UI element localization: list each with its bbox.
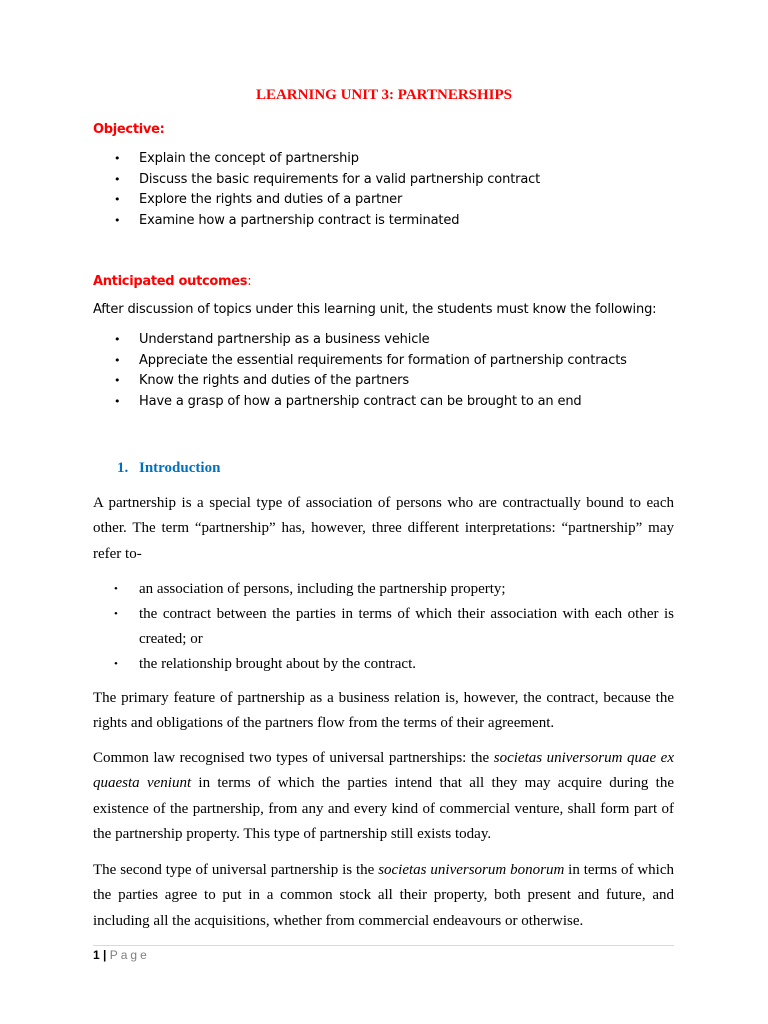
intro-paragraph: A partnership is a special type of association of persons who are contractually bound to each other. The term “partnership” has, however, three different interpretations: “partnership” may refer to- [93, 495, 674, 562]
bullet-icon: • [114, 658, 118, 670]
bullet-icon: • [114, 374, 121, 387]
bullet-icon: • [114, 172, 121, 186]
list-item: • Examine how a partnership contract is terminated [0, 211, 540, 232]
list-item: • Explain the concept of partnership [0, 149, 540, 170]
objective-list [0, 149, 540, 231]
bullet-icon: • [114, 583, 118, 595]
second-universal-partnership-paragraph: The second type of universal partnership is the societas universorum bonorum in terms of which the parties agree to put in a common stock all their property, both present and future, and including all the acquisitions, whether from commercial endeavours or otherwise. [93, 862, 674, 929]
list-item: • an association of persons, including the partnership property; [0, 577, 674, 602]
objective-heading: Objective: [93, 122, 165, 137]
page-footer: 1 | Page [93, 948, 150, 962]
universal-partnerships-paragraph: Common law recognised two types of universal partnerships: the societas universorum quae ex quaesta veniunt in terms of which the parties intend that all they may acquire during the existence of the partnership, from any and every kind of commercial venture, shall form part of the partnership property. This type of partnership still exists today. [93, 750, 674, 842]
section-heading-introduction: 1. Introduction [117, 460, 221, 476]
bullet-icon: • [114, 193, 121, 206]
bullet-icon: • [114, 333, 121, 346]
list-item: • Understand partnership as a business vehicle [0, 330, 627, 351]
list-item: • Have a grasp of how a partnership contract can be brought to an end [0, 392, 627, 413]
list-item: • the relationship brought about by the contract. [0, 652, 674, 677]
primary-feature-paragraph: The primary feature of partnership as a business relation is, however, the contract, because the rights and obligations of the partners flow from the terms of their agreement. [93, 690, 674, 732]
bullet-icon: • [114, 608, 118, 620]
page-label: Page [109, 948, 150, 962]
page-title: LEARNING UNIT 3: PARTNERSHIPS [255, 87, 513, 103]
outcomes-heading: Anticipated outcomes: [93, 274, 252, 289]
bullet-icon: • [114, 353, 121, 367]
list-item: • the contract between the parties in terms of which their association with each other is created; or [0, 602, 674, 652]
list-item: • Explore the rights and duties of a partner [0, 190, 540, 211]
list-item: • Know the rights and duties of the partners [0, 371, 627, 392]
bullet-icon: • [114, 213, 121, 227]
interpretation-list [0, 577, 674, 677]
outcomes-list [0, 330, 627, 412]
list-item: • Discuss the basic requirements for a valid partnership contract [0, 170, 540, 191]
bullet-icon: • [114, 152, 121, 165]
bullet-icon: • [114, 394, 121, 408]
page-number: 1 [93, 948, 100, 962]
outcomes-intro: After discussion of topics under this learning unit, the students must know the following: [93, 302, 657, 317]
footer-divider [93, 945, 674, 946]
list-item: • Appreciate the essential requirements for formation of partnership contracts [0, 351, 627, 372]
